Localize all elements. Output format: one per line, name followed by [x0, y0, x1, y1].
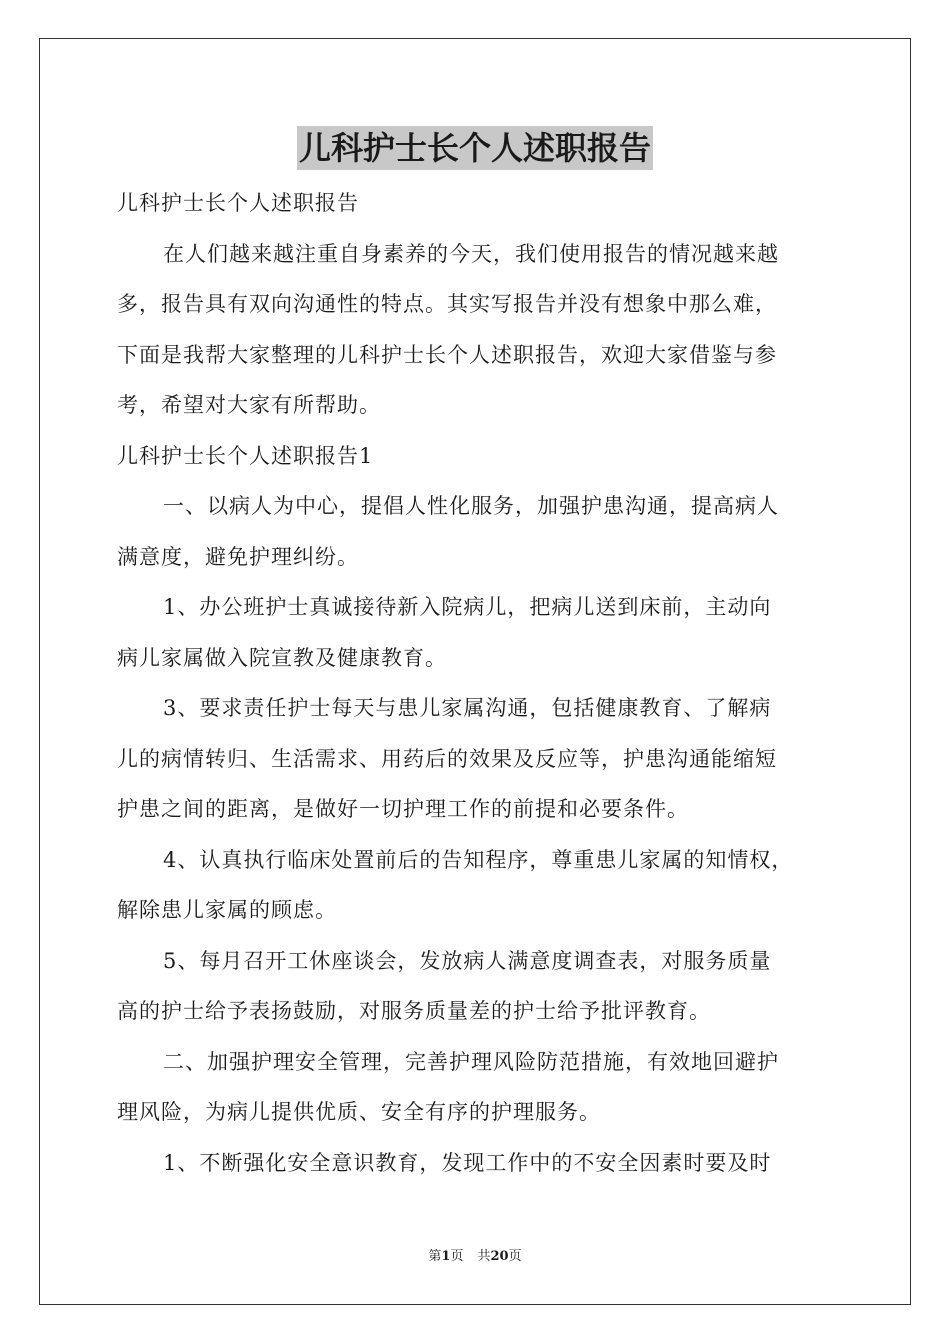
document-body — [117, 178, 839, 1188]
text-line: 儿科护士长个人述职报告 — [117, 191, 359, 215]
text-line: 高的护士给予表扬鼓励，对服务质量差的护士给予批评教育。 — [117, 999, 711, 1023]
text-line: 多，报告具有双向沟通性的特点。其实写报告并没有想象中那么难， — [117, 292, 777, 316]
page-number: 1 — [441, 1249, 451, 1264]
text-line: 1、办公班护士真诚接待新入院病儿，把病儿送到床前，主动向 — [163, 595, 772, 619]
page-suffix: 页 — [450, 1249, 464, 1264]
text-line: 解除患儿家属的顾虑。 — [117, 898, 337, 922]
total-suffix: 页 — [508, 1249, 522, 1264]
text-line: 3、要求责任护士每天与患儿家属沟通，包括健康教育、了解病 — [163, 696, 772, 720]
text-line: 一、以病人为中心，提倡人性化服务，加强护患沟通，提高病人 — [163, 494, 779, 518]
document-title: 儿科护士长个人述职报告 — [297, 126, 653, 170]
text-line: 理风险，为病儿提供优质、安全有序的护理服务。 — [117, 1100, 601, 1124]
page-footer — [0, 1245, 950, 1264]
text-line: 5、每月召开工休座谈会，发放病人满意度调查表，对服务质量 — [163, 948, 772, 973]
page-prefix: 第 — [428, 1249, 442, 1264]
text-line: 满意度，避免护理纠纷。 — [117, 544, 359, 569]
text-line: 下面是我帮大家整理的儿科护士长个人述职报告，欢迎大家借鉴与参 — [117, 342, 777, 367]
text-line: 1、不断强化安全意识教育，发现工作中的不安全因素时要及时 — [163, 1150, 772, 1175]
text-line: 病儿家属做入院宣教及健康教育。 — [117, 645, 447, 670]
text-line: 考，希望对大家有所帮助。 — [117, 393, 381, 417]
text-line: 在人们越来越注重自身素养的今天，我们使用报告的情况越来越 — [163, 241, 779, 266]
title-container — [0, 126, 950, 170]
text-line: 二、加强护理安全管理，完善护理风险防范措施，有效地回避护 — [163, 1049, 779, 1074]
text-line: 护患之间的距离，是做好一切护理工作的前提和必要条件。 — [117, 797, 689, 821]
text-line: 儿科护士长个人述职报告1 — [117, 443, 374, 468]
text-line: 儿的病情转归、生活需求、用药后的效果及反应等，护患沟通能缩短 — [117, 746, 777, 771]
total-prefix: 共 — [477, 1249, 491, 1264]
text-line: 4、认真执行临床处置前后的告知程序，尊重患儿家属的知情权， — [163, 847, 794, 872]
total-pages: 20 — [490, 1249, 509, 1264]
